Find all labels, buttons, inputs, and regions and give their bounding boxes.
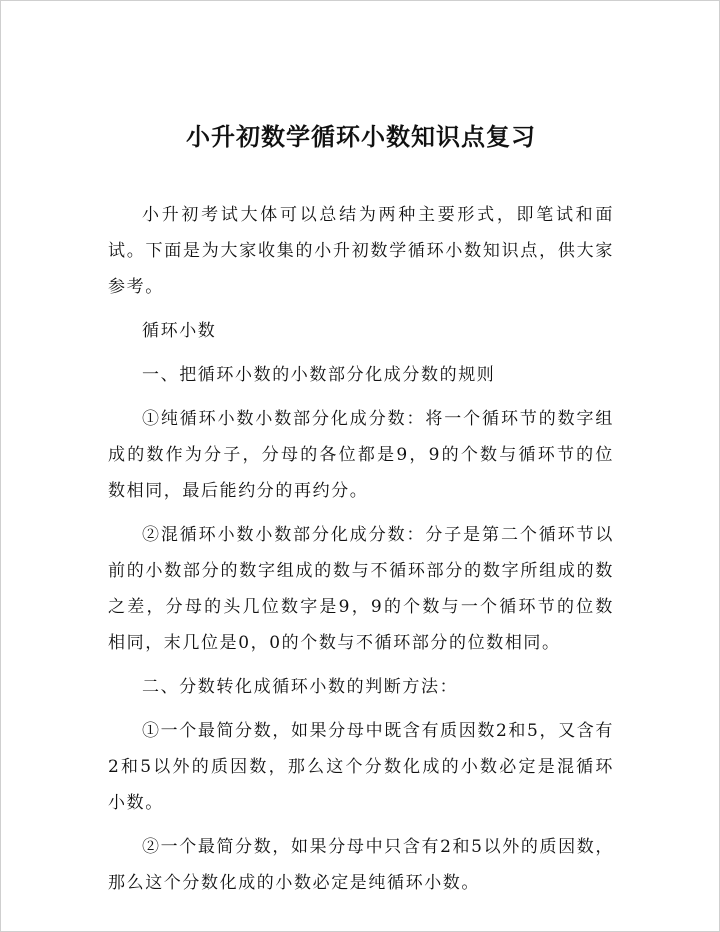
section-heading-recurring-decimal: 循环小数 [142, 321, 217, 341]
intro-paragraph: 小升初考试大体可以总结为两种主要形式，即笔试和面试。下面是为大家收集的小升初数学循环小数知识点，供大家参考。 [108, 205, 614, 297]
rule-mixed-recurring: ②混循环小数小数部分化成分数：分子是第二个循环节以前的小数部分的数字组成的数与不循环部分的数字所组成的数之差，分母的头几位数字是9，9的个数与一个循环节的位数相同，末几位是0，0的个数与不循环部分的位数相同。 [108, 525, 614, 653]
document-body [108, 197, 614, 909]
rule-pure-judgement: ②一个最简分数，如果分母中只含有2和5以外的质因数，那么这个分数化成的小数必定是纯循环小数。 [108, 837, 614, 893]
rule-pure-recurring: ①纯循环小数小数部分化成分数：将一个循环节的数字组成的数作为分子，分母的各位都是9，9的个数与循环节的位数相同，最后能约分的再约分。 [108, 409, 614, 501]
rule-mixed-judgement: ①一个最简分数，如果分母中既含有质因数2和5，又含有2和5以外的质因数，那么这个分数化成的小数必定是混循环小数。 [108, 721, 614, 813]
section-heading-one: 一、把循环小数的小数部分化成分数的规则 [142, 365, 496, 385]
page-title: 小升初数学循环小数知识点复习 [186, 123, 536, 151]
section-heading-two: 二、分数转化成循环小数的判断方法： [142, 677, 459, 697]
